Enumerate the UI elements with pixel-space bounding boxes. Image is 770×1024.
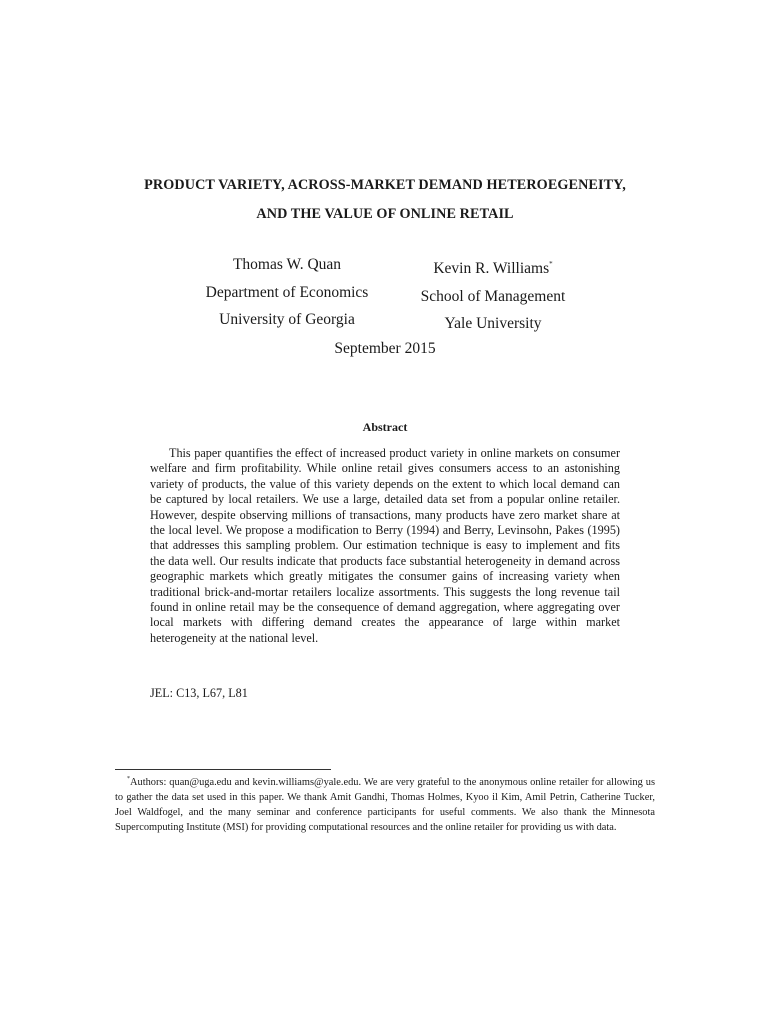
author-block-quan <box>187 251 387 334</box>
abstract-text: This paper quantifies the effect of increased product variety in online markets on consumer welfare and firm profitability. While online retail gives consumers access to an astonishing variety of products, the value of this variety depends on the extent to which local demand can be captured by local retailers. We use a large, detailed data set from a popular online retailer. However, despite observing millions of transactions, many products have zero market share at the local level. We propose a modification to Berry (1994) and Berry, Levinsohn, Pakes (1995) that addresses this sampling problem. Our estimation technique is easy to implement and fits the data well. Our results indicate that products face substantial heterogeneity in demand across geographic markets which greatly mitigates the consumer gains of increasing variety when traditional brick-and-mortar retailers localize assortments. This suggests the long revenue tail found in online retail may be the consequence of demand aggregation, where aggregating over local markets with differing demand creates the appearance of large within market heterogeneity at the national level. <box>150 446 620 645</box>
author-department: Department of Economics <box>205 283 369 301</box>
footnote-text: Authors: quan@uga.edu and kevin.williams@yale.edu. We are very grateful to the anonymous online retailer for allowing us to gather the data set used in this paper. We thank Amit Gandhi, Thomas Holmes, Kyoo il Kim, Amil Petrin, Catherine Tucker, Joel Waldfogel, and the many seminar and conference participants for useful comments. We also thank the Minnesota Supercomputing Institute (MSI) for providing computational resources and the online retailer for providing us with data. <box>115 777 655 833</box>
jel-codes: JEL: C13, L67, L81 <box>150 686 248 700</box>
paper-title-line-2: AND THE VALUE OF ONLINE RETAIL <box>256 206 514 222</box>
author-institution: Yale University <box>444 315 542 332</box>
footnote-divider <box>115 769 331 770</box>
author-institution: University of Georgia <box>219 311 355 328</box>
author-name: Thomas W. Quan <box>232 256 342 273</box>
author-block-williams <box>393 251 593 338</box>
author-department: School of Management <box>420 287 566 305</box>
paper-title-line-1: PRODUCT VARIETY, ACROSS-MARKET DEMAND HETEROEGENEITY, <box>144 177 626 193</box>
publication-date: September 2015 <box>334 340 436 357</box>
author-name: Kevin R. Williams* <box>433 260 553 277</box>
footnote <box>115 772 655 835</box>
footnote-marker: * <box>549 260 553 268</box>
footnote-marker: * <box>127 776 130 782</box>
abstract-heading: Abstract <box>362 420 408 434</box>
